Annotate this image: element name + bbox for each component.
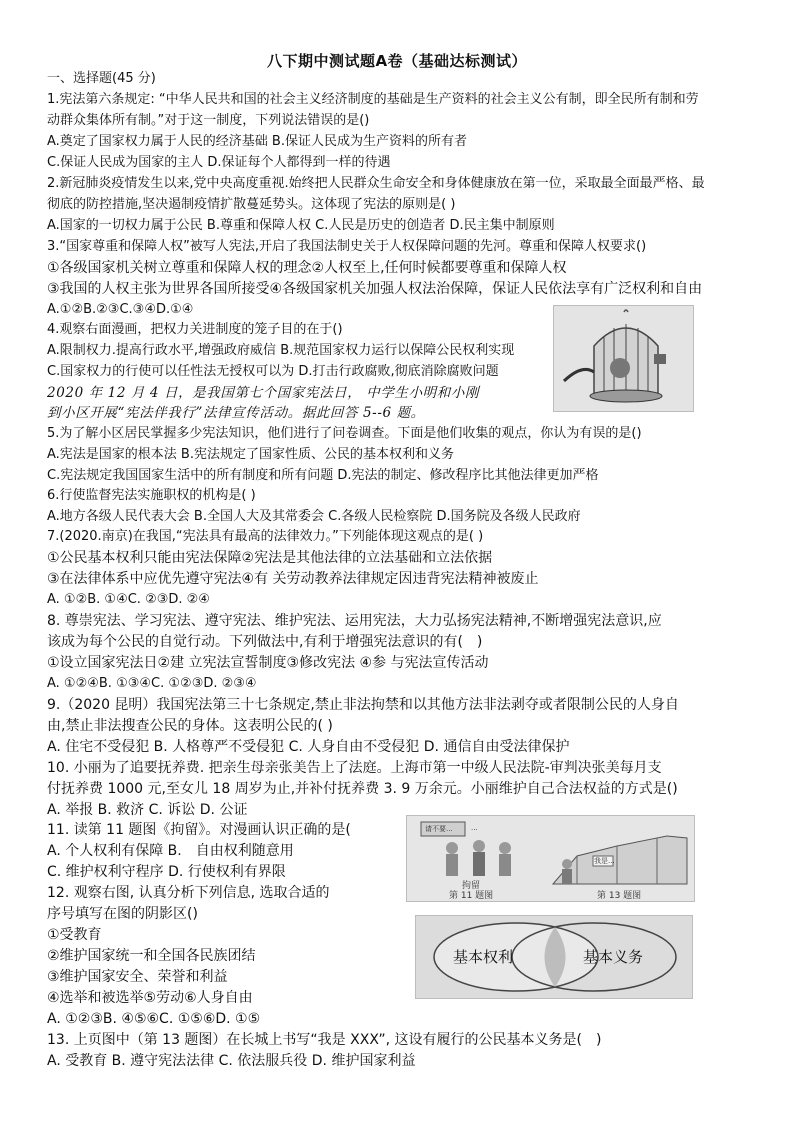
text-line: A.奠定了国家权力属于人民的经济基础 B.保证人民成为生产资料的所有者 xyxy=(47,134,467,149)
text-line: 5.为了解小区居民掌握多少宪法知识，他们进行了问卷调查。下面是他们收集的观点，你认为有误的是() xyxy=(47,426,642,441)
birdcage-icon xyxy=(554,306,693,411)
text-line: 8. 尊崇宪法、学习宪法、遵守宪法、维护宪法、运用宪法，大力弘扬宪法精神,不断增强宪法意识,应 xyxy=(47,613,662,629)
text-line: A. 受教育 B. 遵守宪法法律 C. 依法服兵役 D. 维护国家利益 xyxy=(47,1053,416,1069)
text-line: 彻底的防控措施,坚决遏制疫情扩散蔓延势头。这体现了宪法的原则是( ) xyxy=(47,197,456,212)
text-line: A. ①②③B. ④⑤⑥C. ①⑤⑥D. ①⑤ xyxy=(47,1011,261,1027)
text-line: 2020 年 12 月 4 日，是我国第七个国家宪法日， 中学生小明和小刚 xyxy=(47,385,480,401)
text-line: A. 个人权利有保障 B. 自由权利随意用 xyxy=(47,843,294,859)
text-line: A. ①②④B. ①③④C. ①②③D. ②③④ xyxy=(47,676,257,691)
text-line: 4.观察右面漫画，把权力关进制度的笼子目的在于() xyxy=(47,322,343,337)
text-line: ①公民基本权利只能由宪法保障②宪法是其他法律的立法基础和立法依据 xyxy=(47,550,493,566)
text-line: ③我国的人权主张为世界各国所接受④各级国家机关加强人权法治保障，保证人民依法享有广泛权利和自由 xyxy=(47,281,703,297)
text-line: ③维护国家安全、荣誉和利益 xyxy=(47,969,228,985)
figure-11-label: 第 11 题图 xyxy=(449,891,494,901)
text-line: 9.（2020 昆明）我国宪法第三十七条规定,禁止非法拘禁和以其他方法非法剥夺或者限制公民的人身自 xyxy=(47,697,679,713)
text-line: ①设立国家宪法日②建 立宪法宣誓制度③修改宪法 ④参 与宪法宣传活动 xyxy=(47,655,489,671)
text-line: 动群众集体所有制。”对于这一制度，下列说法错误的是() xyxy=(47,113,370,128)
comic-sign-text: 请不要... xyxy=(425,825,453,833)
text-line: ②维护国家统一和全国各民族团结 xyxy=(47,948,256,964)
text-line: A.限制权力.提高行政水平,增强政府威信 B.规范国家权力运行以保障公民权利实现 xyxy=(47,343,515,358)
text-line: 3.“国家尊重和保障人权”被写人宪法,开启了我国法制史关于人权保障问题的先河。尊重和保障人权要求() xyxy=(47,239,647,254)
text-line: ③在法律体系中应优先遵守宪法④有 关劳动教养法律规定因违背宪法精神被废止 xyxy=(47,571,539,587)
page-title: 八下期中测试题A卷（基础达标测试） xyxy=(266,52,528,70)
text-line: ①各级国家机关树立尊重和保障人权的理念②人权至上,任何时候都要尊重和保障人权 xyxy=(47,260,567,276)
text-line: 1.宪法第六条规定: “中华人民共和国的社会主义经济制度的基础是生产资料的社会主义公有制，即全民所有制和劳 xyxy=(47,92,699,107)
text-line: 7.(2020.南京)在我国,“宪法具有最高的法律效力。”下列能体现这观点的是( ) xyxy=(47,529,484,544)
cage-cartoon-figure xyxy=(553,305,694,412)
text-line: 13. 上页图中（第 13 题图）在长城上书写“我是 XXX”, 这设有履行的公民基本义务是( ) xyxy=(47,1032,602,1048)
text-line: A.地方各级人民代表大会 B.全国人大及其常委会 C.各级人民检察院 D.国务院及各级人民政府 xyxy=(47,509,581,524)
venn-right-label: 基本义务 xyxy=(583,948,644,966)
figure-13-label: 第 13 题图 xyxy=(597,891,642,901)
text-line: 10. 小丽为了追要抚养费. 把亲生母亲张美告上了法庭。上海市第一中级人民法院-审判决张美每月支 xyxy=(47,760,662,776)
wall-writing-text: 我是... xyxy=(594,857,615,865)
text-line: C.保证人民成为国家的主人 D.保证每个人都得到一样的待遇 xyxy=(47,155,391,170)
text-line: 6.行使监督宪法实施职权的机构是( ) xyxy=(47,488,256,503)
text-line: ④选举和被选举⑤劳动⑥人身自由 xyxy=(47,990,253,1006)
text-line: 12. 观察右图, 认真分析下列信息, 选取合适的 xyxy=(47,885,330,901)
section-heading: 一、选择题(45 分) xyxy=(47,71,156,86)
text-line: C.国家权力的行使可以任性法无授权可以为 D.打击行政腐败,彻底消除腐败问题 xyxy=(47,364,499,379)
text-line: C.宪法规定我国国家生活中的所有制度和所有问题 D.宪法的制定、修改程序比其他法律更加严格 xyxy=(47,468,599,483)
text-line: 到小区开展“宪法伴我行”法律宣传活动。据此回答 5--6 题。 xyxy=(47,405,425,421)
text-line: A.国家的一切权力属于公民 B.尊重和保障人权 C.人民是历史的创造者 D.民主集中制原则 xyxy=(47,218,555,233)
venn-left-label: 基本权利 xyxy=(453,948,514,966)
text-line: A.①②B.②③C.③④D.①④ xyxy=(47,302,194,317)
comic-strip-figure xyxy=(406,815,695,902)
text-line: A. 住宅不受侵犯 B. 人格尊严不受侵犯 C. 人身自由不受侵犯 D. 通信自由受法律保护 xyxy=(47,739,570,755)
text-line: A. 举报 B. 救济 C. 诉讼 D. 公证 xyxy=(47,802,248,818)
text-line: 由,禁止非法搜查公民的身体。这表明公民的( ) xyxy=(47,718,333,734)
venn-diagram-figure xyxy=(415,915,693,999)
text-line: A.宪法是国家的根本法 B.宪法规定了国家性质、公民的基本权利和义务 xyxy=(47,447,454,462)
text-line: A. ①②B. ①④C. ②③D. ②④ xyxy=(47,592,210,607)
comic-speech-text: ... xyxy=(471,824,478,832)
text-line: 11. 读第 11 题图《拘留》。对漫画认识正确的是( xyxy=(47,822,351,838)
text-line: 序号填写在图的阴影区() xyxy=(47,906,198,922)
text-line: 付抚养费 1000 元,至女儿 18 周岁为止,并补付抚养费 3. 9 万余元。小丽维护自己合法权益的方式是() xyxy=(47,781,678,797)
comic-title: 拘留 xyxy=(462,881,481,891)
text-line: ①受教育 xyxy=(47,927,102,943)
text-line: C. 维护权利守程序 D. 行使权利有界限 xyxy=(47,864,286,880)
text-line: 该成为每个公民的自觉行动。下列做法中,有利于增强宪法意识的有( ) xyxy=(47,634,483,650)
text-line: 2.新冠肺炎疫情发生以来,党中央高度重视.始终把人民群众生命安全和身体健康放在第一位，采取最全面最严格、最 xyxy=(47,176,705,191)
